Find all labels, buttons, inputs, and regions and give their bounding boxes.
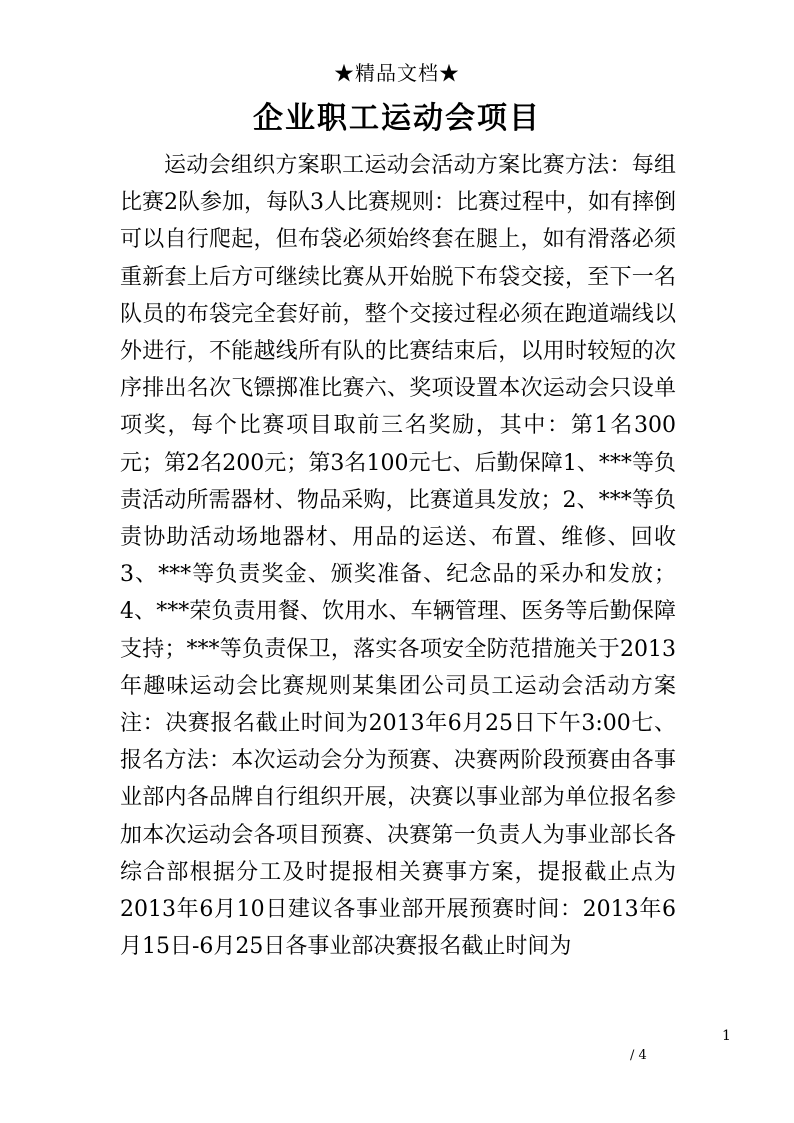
document-body: 运动会组织方案职工运动会活动方案比赛方法：每组比赛2队参加，每队3人比赛规则：比赛过程中，如有摔倒可以自行爬起，但布袋必须始终套在腿上，如有滑落必须重新套上后方可继续比赛从开始脱下布袋交接，至下一名队员的布袋完全套好前，整个交接过程必须在跑道端线以外进行，不能越线所有队的比赛结束后，以用时较短的次序排出名次飞镖掷准比赛六、奖项设置本次运动会只设单项奖，每个比赛项目取前三名奖励，其中：第1名300元；第2名200元；第3名100元七、后勤保障1、***等负责活动所需器材、物品采购，比赛道具发放；2、***等负责协助活动场地器材、用品的运送、布置、维修、回收3、***等负责奖金、颁奖准备、纪念品的采办和发放；4、***荣负责用餐、饮用水、车辆管理、医务等后勤保障支持；***等负责保卫，落实各项安全防范措施关于2013年趣味运动会比赛规则某集团公司员工运动会活动方案注：决赛报名截止时间为2013年6月25日下午3:00七、报名方法：本次运动会分为预赛、决赛两阶段预赛由各事业部内各品牌自行组织开展，决赛以事业部为单位报名参加本次运动会各项目预赛、决赛第一负责人为事业部长各综合部根据分工及时提报相关赛事方案，提报截止点为2013年6月10日建议各事业部开展预赛时间：2013年6月15日-6月25日各事业部决赛报名截止时间为: [120, 153, 676, 960]
header-mark: ★精品文档★: [334, 61, 460, 85]
document-title: 企业职工运动会项目: [253, 101, 541, 136]
page-number: 1: [722, 1028, 731, 1044]
page-total: / 4: [630, 1048, 647, 1063]
